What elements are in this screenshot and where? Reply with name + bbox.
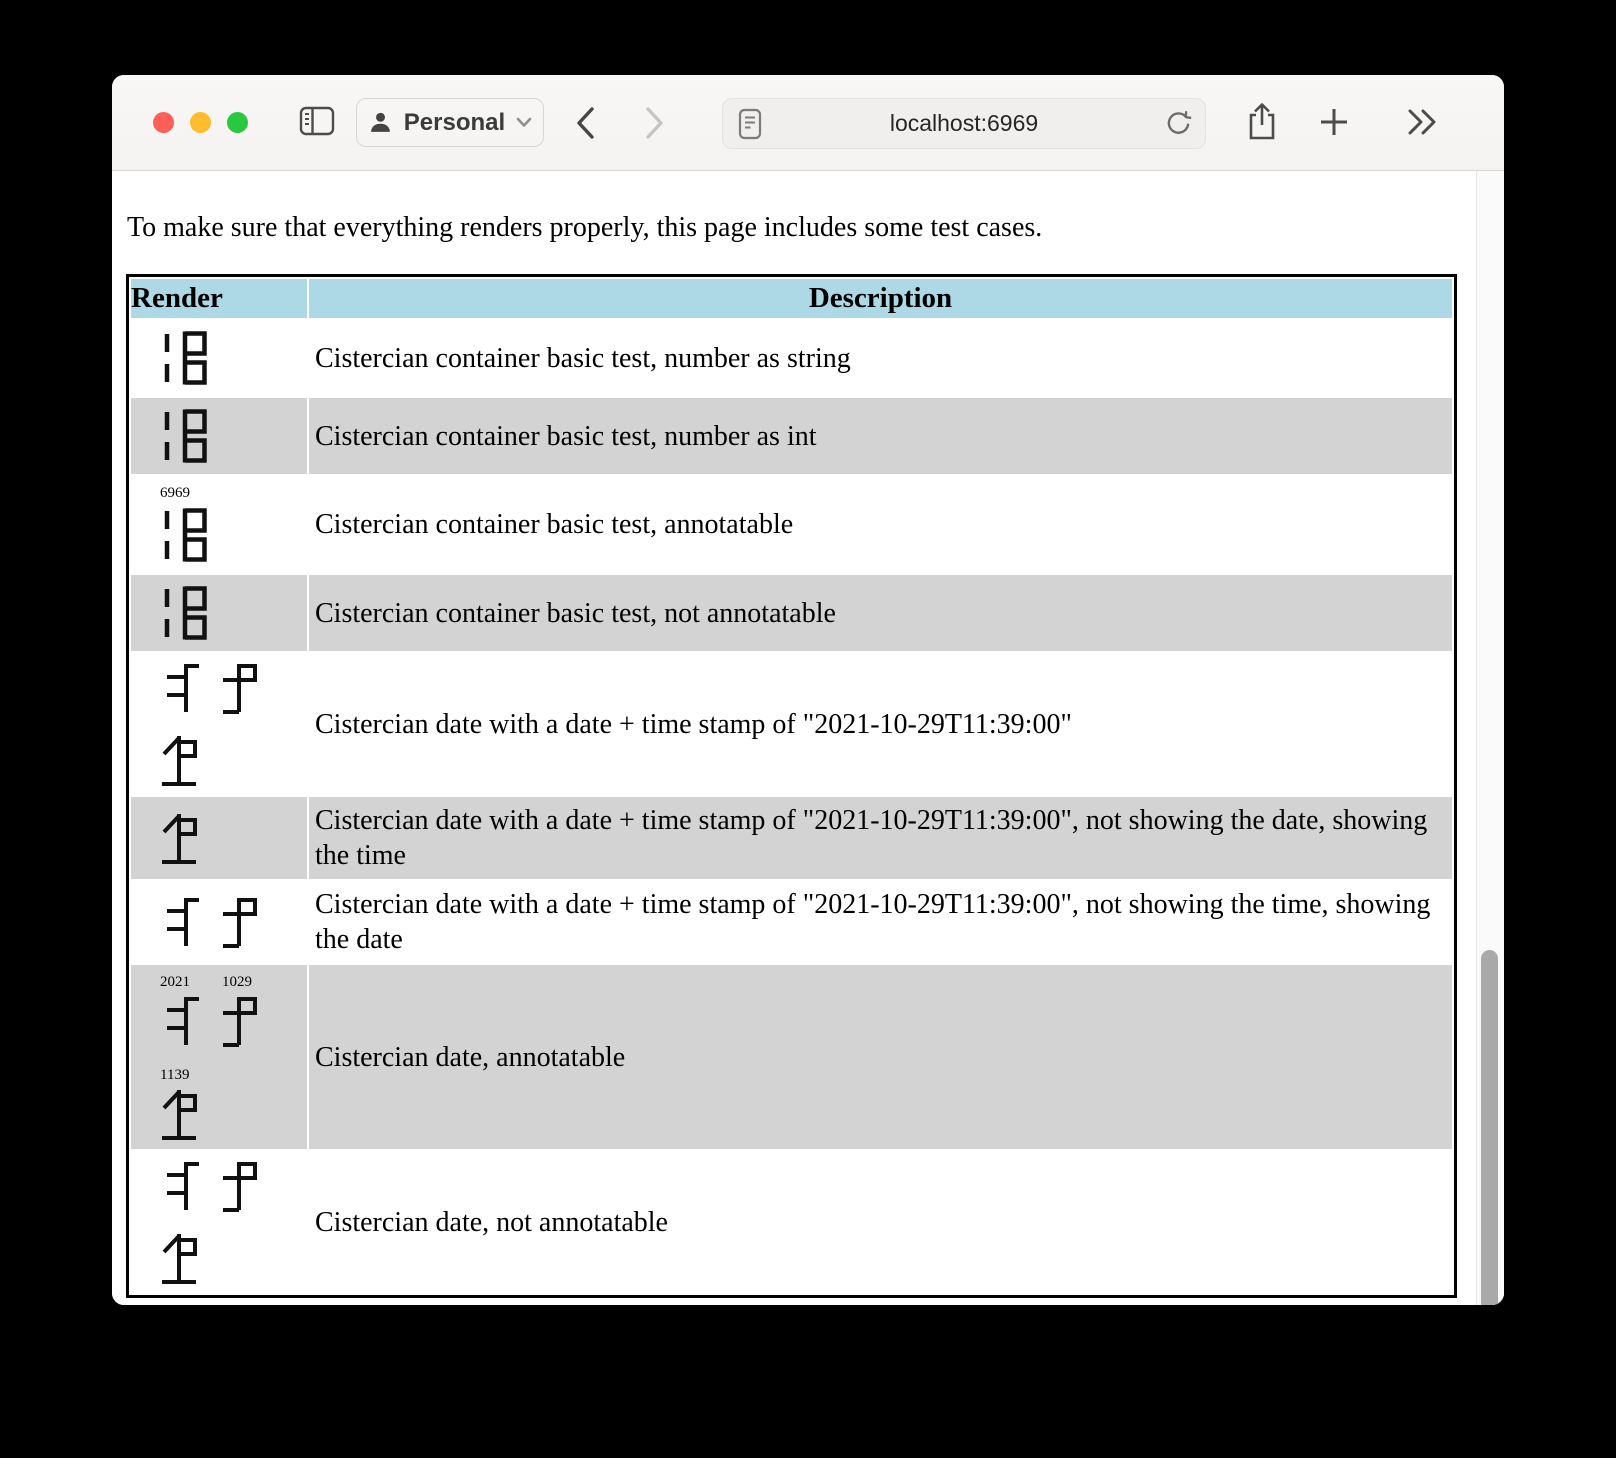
glyph-item: [159, 896, 199, 948]
glyph-line: [159, 329, 307, 387]
browser-toolbar: [112, 75, 1504, 171]
cistercian-1029-icon: [221, 662, 261, 714]
numeral-annotation: 1029: [222, 974, 252, 990]
cistercian-2021-icon: [159, 896, 199, 948]
cistercian-6969-icon: [159, 506, 211, 564]
render-cell: [131, 575, 307, 651]
cistercian-6969-icon: [159, 329, 211, 387]
glyph-line: [159, 896, 307, 948]
render-cell: [131, 653, 307, 795]
zoom-window-button[interactable]: [227, 112, 248, 133]
table-row: [131, 1151, 1452, 1293]
share-icon: [1246, 102, 1278, 142]
glyph-item: [159, 1067, 199, 1140]
page-content: [112, 171, 1504, 1305]
cistercian-1029-icon: [221, 896, 261, 948]
table-row: [131, 575, 1452, 651]
intro-text: To make sure that everything renders properly, this page includes some test cases.: [127, 212, 1043, 243]
render-cell: [131, 881, 307, 963]
close-window-button[interactable]: [153, 112, 174, 133]
table-row: [131, 476, 1452, 573]
glyph-line: [159, 974, 307, 1047]
cistercian-1139-icon: [159, 812, 199, 864]
glyph-item: [159, 407, 211, 465]
numeral-annotation: 2021: [160, 974, 190, 990]
glyph-item: [159, 1232, 199, 1284]
description-cell: Cistercian container basic test, number as string: [315, 342, 851, 374]
glyph-item: [159, 734, 199, 786]
traffic-lights: [153, 112, 248, 133]
glyph-item: [221, 662, 261, 714]
glyph-line: [159, 662, 307, 714]
description-cell: Cistercian date with a date + time stamp of "2021-10-29T11:39:00", not showing the time, showing the date: [315, 889, 1431, 955]
column-header-render: Render: [131, 279, 307, 318]
address-bar[interactable]: [722, 98, 1206, 149]
user-icon: [368, 110, 393, 135]
render-cell: [131, 1151, 307, 1293]
glyph-line: [159, 1232, 307, 1284]
new-tab-button[interactable]: [1319, 107, 1349, 140]
profile-button[interactable]: [356, 98, 544, 147]
browser-window: [112, 75, 1504, 1305]
reload-icon[interactable]: [1165, 110, 1192, 137]
render-cell: [131, 965, 307, 1149]
cistercian-2021-icon: [159, 1160, 199, 1212]
description-cell: Cistercian container basic test, annotatable: [315, 509, 794, 540]
cistercian-1139-icon: [159, 1232, 199, 1284]
render-cell: [131, 476, 307, 573]
sidebar-toggle-icon: [299, 104, 335, 138]
cistercian-2021-icon: [159, 662, 199, 714]
more-chevrons-icon: [1406, 108, 1438, 136]
profile-label: Personal: [403, 108, 506, 136]
scrollbar-track[interactable]: [1476, 171, 1504, 1305]
cistercian-1029-icon: [221, 1160, 261, 1212]
render-cell: [131, 797, 307, 879]
description-cell: Cistercian container basic test, not annotatable: [309, 575, 1452, 651]
glyph-line: [159, 407, 307, 465]
glyph-line: [159, 1067, 307, 1140]
render-cell: [131, 398, 307, 474]
table-header-row: [131, 279, 1452, 318]
forward-button[interactable]: [644, 105, 666, 144]
rendered-page: [112, 171, 1476, 1305]
glyph-line: [159, 812, 307, 864]
minimize-window-button[interactable]: [190, 112, 211, 133]
table-row: [131, 653, 1452, 795]
glyph-line: [159, 584, 307, 642]
glyph-item: [159, 1160, 199, 1212]
cistercian-1029-icon: [221, 995, 261, 1047]
glyph-item: [159, 329, 211, 387]
description-cell: Cistercian date, annotatable: [309, 965, 1452, 1149]
glyph-item: [221, 1160, 261, 1212]
back-button[interactable]: [574, 105, 596, 144]
cistercian-6969-icon: [159, 407, 211, 465]
numeral-annotation: 6969: [160, 485, 190, 501]
table-row: [131, 797, 1452, 879]
scrollbar-thumb[interactable]: [1481, 950, 1498, 1305]
table-row: [131, 965, 1452, 1149]
forward-icon: [644, 105, 666, 141]
description-cell: Cistercian date with a date + time stamp of "2021-10-29T11:39:00", not showing the date, showing the time: [309, 797, 1452, 879]
table-row: [131, 320, 1452, 396]
new-tab-plus-icon: [1319, 107, 1349, 137]
description-cell: Cistercian container basic test, number as int: [309, 398, 1452, 474]
glyph-line: [159, 485, 307, 564]
glyph-item: [159, 584, 211, 642]
url-text[interactable]: localhost:6969: [889, 110, 1039, 136]
glyph-item: [159, 812, 199, 864]
more-toolbar-items-button[interactable]: [1406, 108, 1438, 139]
sidebar-toggle-button[interactable]: [299, 104, 335, 141]
glyph-line: [159, 734, 307, 786]
share-button[interactable]: [1246, 102, 1278, 145]
render-cell: [131, 320, 307, 396]
numeral-annotation: 1139: [160, 1067, 190, 1083]
cistercian-6969-icon: [159, 584, 211, 642]
back-icon: [574, 105, 596, 141]
test-cases-table: [126, 274, 1457, 1298]
table-row: [131, 398, 1452, 474]
cistercian-1139-icon: [159, 1088, 199, 1140]
glyph-item: [221, 974, 261, 1047]
table-row: [131, 881, 1452, 963]
glyph-item: [159, 662, 199, 714]
cistercian-1139-icon: [159, 734, 199, 786]
description-cell: Cistercian date, not annotatable: [315, 1206, 668, 1238]
glyph-item: [159, 485, 211, 564]
description-cell: Cistercian date with a date + time stamp of "2021-10-29T11:39:00": [315, 708, 1072, 740]
glyph-line: [159, 1160, 307, 1212]
chevron-down-icon: [516, 117, 532, 128]
glyph-item: [159, 974, 199, 1047]
cistercian-2021-icon: [159, 995, 199, 1047]
glyph-item: [221, 896, 261, 948]
column-header-description: Description: [309, 279, 1452, 318]
